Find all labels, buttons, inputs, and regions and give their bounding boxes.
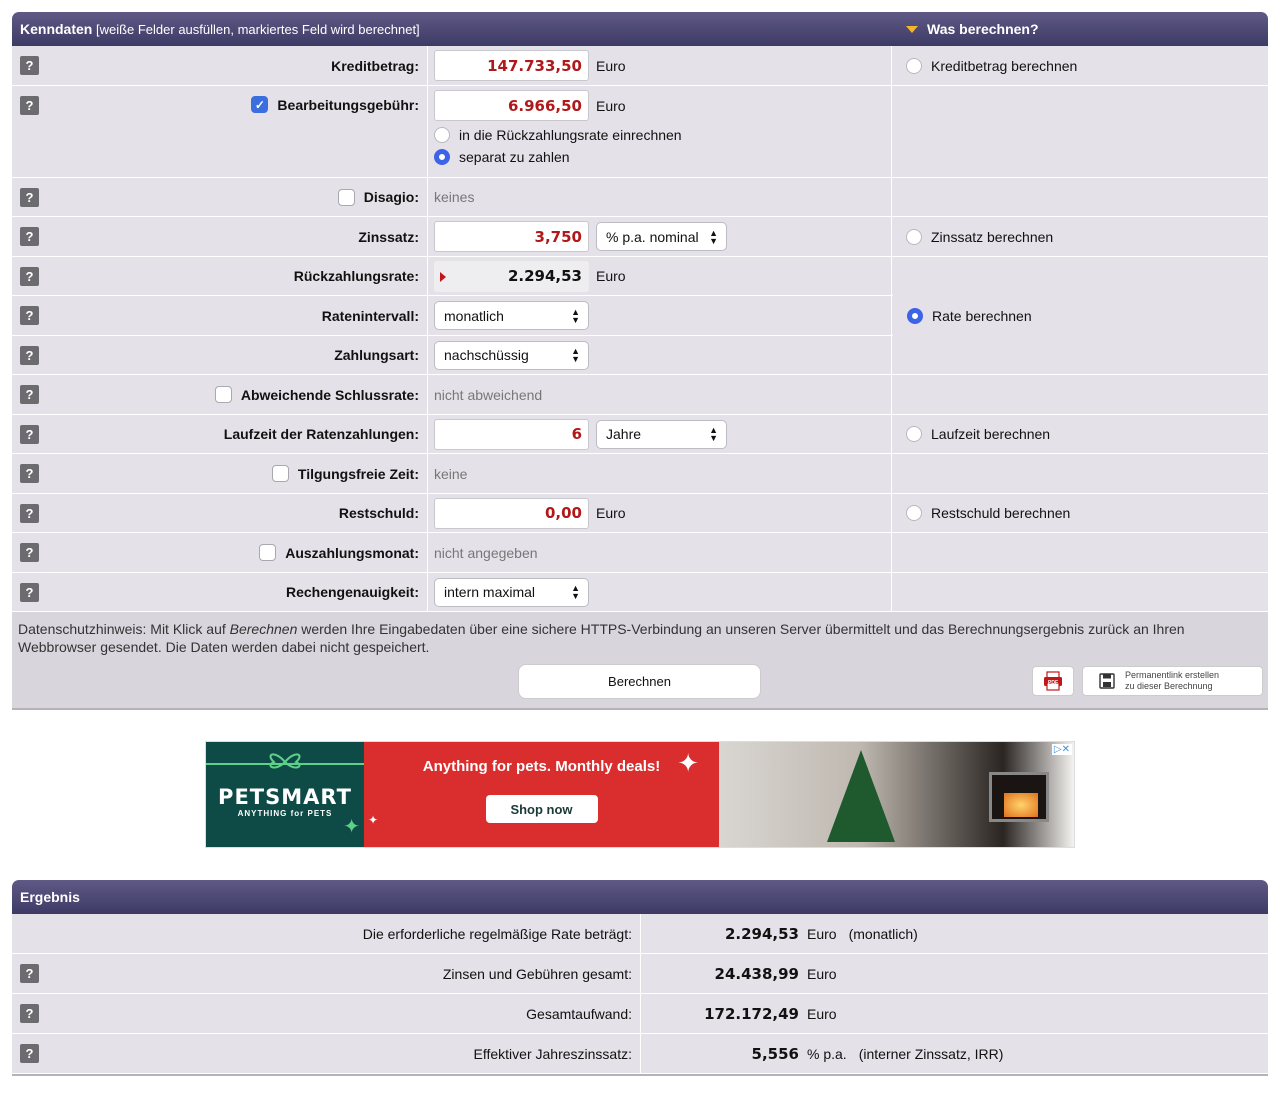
rate-calculated-field: 2.294,53 xyxy=(434,261,589,292)
result-row xyxy=(12,1034,1268,1074)
help-icon[interactable]: ? xyxy=(20,425,39,444)
ad-brand-tagline: ANYTHING for PETS xyxy=(237,809,333,818)
panel-title: Kenndaten xyxy=(20,21,93,37)
option-restschuld-berechnen[interactable]: Restschuld berechnen xyxy=(906,505,1070,521)
zahlungsart-select[interactable]: nachschüssig ▲ ▼ xyxy=(434,341,589,370)
radio-icon[interactable] xyxy=(906,505,922,521)
auszahlung-value: nicht angegeben xyxy=(434,544,538,561)
bearbeitung-label: Bearbeitungsgebühr: xyxy=(277,96,419,113)
restschuld-input[interactable]: 0,00 xyxy=(434,498,589,529)
privacy-notice: Datenschutzhinweis: Mit Klick auf Berechnen werden Ihre Eingabedaten über eine sichere HTTPS-Verbindung an unseren Server übermittelt und das Berechnungsergebnis zurück an Ihren Webbrowser gesendet. Die Daten werden dabei nicht gespeichert. xyxy=(18,621,1185,655)
help-icon[interactable]: ? xyxy=(20,385,39,404)
kreditbetrag-label: Kreditbetrag: xyxy=(331,57,419,74)
tilgungsfrei-value: keine xyxy=(434,465,468,482)
help-icon[interactable]: ? xyxy=(20,96,39,115)
result-value: 172.172,49 xyxy=(704,1004,799,1023)
zinssatz-label: Zinssatz: xyxy=(358,228,419,245)
radio-icon[interactable] xyxy=(906,426,922,442)
kreditbetrag-input[interactable]: 147.733,50 xyxy=(434,50,589,81)
result-value: 5,556 xyxy=(751,1044,799,1063)
schlussrate-label: Abweichende Schlussrate: xyxy=(240,386,419,403)
ad-shop-now-button[interactable]: Shop now xyxy=(486,795,598,823)
row-tilgungsfrei xyxy=(12,454,1268,494)
option-rate-berechnen[interactable]: Rate berechnen xyxy=(907,308,1032,324)
help-icon[interactable]: ? xyxy=(20,583,39,602)
genauigkeit-label: Rechengenauigkeit: xyxy=(285,584,419,600)
fireplace-shape xyxy=(989,772,1049,822)
genauigkeit-select[interactable]: intern maximal ▲ ▼ xyxy=(434,578,589,607)
disagio-value: keines xyxy=(434,189,475,205)
result-unit: Euro xyxy=(807,925,837,942)
restschuld-unit: Euro xyxy=(596,505,626,521)
help-icon[interactable]: ? xyxy=(20,227,39,246)
disagio-label: Disagio: xyxy=(363,189,419,205)
ad-image-family-pets xyxy=(719,742,1074,847)
result-unit: Euro xyxy=(807,1005,837,1022)
kreditbetrag-unit: Euro xyxy=(596,57,626,74)
rate-label: Rückzahlungsrate: xyxy=(293,268,419,284)
ad-brand-area xyxy=(206,742,364,847)
result-label: Zinsen und Gebühren gesamt: xyxy=(442,965,632,982)
sparkle-icon: ✦ xyxy=(343,816,360,838)
help-icon[interactable]: ? xyxy=(20,504,39,523)
row-rechengenauigkeit xyxy=(12,573,1268,612)
laufzeit-input[interactable]: 6 xyxy=(434,419,589,450)
was-berechnen-heading[interactable]: Was berechnen? xyxy=(892,21,1039,37)
calc-marker-icon xyxy=(440,272,446,282)
triangle-down-icon xyxy=(906,26,918,33)
ribbon-bow-icon xyxy=(260,748,310,772)
ad-message-area xyxy=(364,742,719,847)
radio-selected-icon[interactable] xyxy=(434,149,450,165)
sparkle-icon: ✦ xyxy=(677,748,699,778)
result-row xyxy=(12,954,1268,994)
row-zinssatz xyxy=(12,217,1268,257)
kenndaten-panel xyxy=(12,12,1268,710)
sparkle-icon: ✦ xyxy=(368,813,379,827)
row-disagio xyxy=(12,178,1268,217)
christmas-tree-shape xyxy=(827,750,895,842)
bearbeitung-input[interactable]: 6.966,50 xyxy=(434,90,589,121)
row-kreditbetrag xyxy=(12,46,1268,86)
result-unit: % p.a. xyxy=(807,1045,847,1062)
help-icon[interactable]: ? xyxy=(20,306,39,325)
permalink-line2: zu dieser Berechnung xyxy=(1125,681,1213,691)
tilgungsfrei-checkbox[interactable] xyxy=(272,465,289,482)
zinssatz-type-select[interactable]: % p.a. nominal ▲ ▼ xyxy=(596,222,727,251)
row-laufzeit xyxy=(12,415,1268,454)
zahlungsart-label: Zahlungsart: xyxy=(334,347,419,363)
laufzeit-unit-select[interactable]: Jahre ▲ ▼ xyxy=(596,420,727,449)
help-icon[interactable]: ? xyxy=(20,346,39,365)
zinssatz-input[interactable]: 3,750 xyxy=(434,221,589,252)
kenndaten-header xyxy=(12,12,1268,46)
berechnen-button[interactable]: Berechnen xyxy=(518,664,761,699)
updown-arrow-icon: ▲ ▼ xyxy=(709,425,718,443)
help-icon[interactable]: ? xyxy=(20,1004,39,1023)
schlussrate-checkbox[interactable] xyxy=(215,386,232,403)
intervall-select[interactable]: monatlich ▲ ▼ xyxy=(434,301,589,330)
result-table xyxy=(12,914,1268,1074)
result-note: (interner Zinssatz, IRR) xyxy=(858,1045,1004,1062)
result-label: Die erforderliche regelmäßige Rate beträgt: xyxy=(362,925,632,942)
ad-headline: Anything for pets. Monthly deals! xyxy=(422,758,661,775)
svg-text:PDF: PDF xyxy=(1048,680,1058,687)
row-auszahlungsmonat xyxy=(12,533,1268,573)
result-title: Ergebnis xyxy=(20,889,80,905)
disagio-checkbox[interactable] xyxy=(338,189,355,206)
auszahlung-checkbox[interactable] xyxy=(259,544,276,561)
ergebnis-panel xyxy=(12,880,1268,1076)
radio-icon[interactable] xyxy=(434,127,450,143)
help-icon[interactable]: ? xyxy=(20,188,39,207)
rate-berechnen-cell xyxy=(893,257,1268,375)
rate-unit: Euro xyxy=(596,268,626,284)
help-icon[interactable]: ? xyxy=(20,56,39,75)
help-icon[interactable]: ? xyxy=(20,964,39,983)
updown-arrow-icon: ▲ ▼ xyxy=(571,306,580,325)
laufzeit-label: Laufzeit der Ratenzahlungen: xyxy=(223,426,419,442)
printer-pdf-icon xyxy=(1043,671,1063,691)
updown-arrow-icon: ▲ ▼ xyxy=(571,583,580,601)
floppy-disk-icon xyxy=(1099,673,1115,689)
ad-brand: PETSMART xyxy=(218,785,352,809)
auszahlung-label: Auszahlungsmonat: xyxy=(285,544,419,561)
option-separat[interactable]: separat zu zahlen xyxy=(434,149,885,165)
help-icon[interactable]: ? xyxy=(20,1044,39,1063)
option-zinssatz-berechnen[interactable]: Zinssatz berechnen xyxy=(906,229,1053,245)
help-icon[interactable]: ? xyxy=(20,543,39,562)
tilgungsfrei-label: Tilgungsfreie Zeit: xyxy=(297,465,419,482)
pdf-button[interactable] xyxy=(1032,666,1074,696)
ergebnis-header xyxy=(12,880,1268,914)
option-laufzeit-berechnen[interactable]: Laufzeit berechnen xyxy=(906,426,1050,442)
rate-group xyxy=(12,257,1268,375)
result-unit: Euro xyxy=(807,965,837,982)
result-value: 2.294,53 xyxy=(724,924,799,943)
option-einrechnen[interactable]: in die Rückzahlungsrate einrechnen xyxy=(434,127,885,143)
result-label: Gesamtaufwand: xyxy=(526,1005,632,1022)
radio-icon[interactable] xyxy=(906,58,922,74)
schlussrate-value: nicht abweichend xyxy=(434,386,543,403)
bearbeitung-checkbox[interactable]: ✓ xyxy=(251,96,268,113)
help-icon[interactable]: ? xyxy=(20,267,39,286)
updown-arrow-icon: ▲ ▼ xyxy=(709,227,718,246)
row-restschuld xyxy=(12,494,1268,533)
ad-banner[interactable] xyxy=(205,741,1075,848)
radio-icon[interactable] xyxy=(906,229,922,245)
row-bearbeitungsgebuehr xyxy=(12,86,1268,178)
result-note: (monatlich) xyxy=(848,925,918,942)
result-value: 24.438,99 xyxy=(714,964,799,983)
notice-area xyxy=(12,612,1268,710)
permalink-line1: Permanentlink erstellen xyxy=(1125,670,1220,680)
result-row xyxy=(12,994,1268,1034)
restschuld-label: Restschuld: xyxy=(338,505,419,521)
bearbeitung-unit: Euro xyxy=(596,97,626,114)
result-row xyxy=(12,914,1268,954)
result-label: Effektiver Jahreszinssatz: xyxy=(473,1045,632,1062)
adchoices-close-icon[interactable]: ▷✕ xyxy=(1053,744,1070,755)
permalink-button[interactable] xyxy=(1082,666,1263,696)
radio-selected-icon[interactable] xyxy=(907,308,923,324)
option-kreditbetrag-berechnen[interactable]: Kreditbetrag berechnen xyxy=(906,58,1077,74)
panel-subtitle: [weiße Felder ausfüllen, markiertes Feld wird berechnet] xyxy=(95,22,420,37)
updown-arrow-icon: ▲ ▼ xyxy=(571,346,580,364)
row-schlussrate xyxy=(12,375,1268,415)
intervall-label: Ratenintervall: xyxy=(321,307,419,324)
help-icon[interactable]: ? xyxy=(20,464,39,483)
